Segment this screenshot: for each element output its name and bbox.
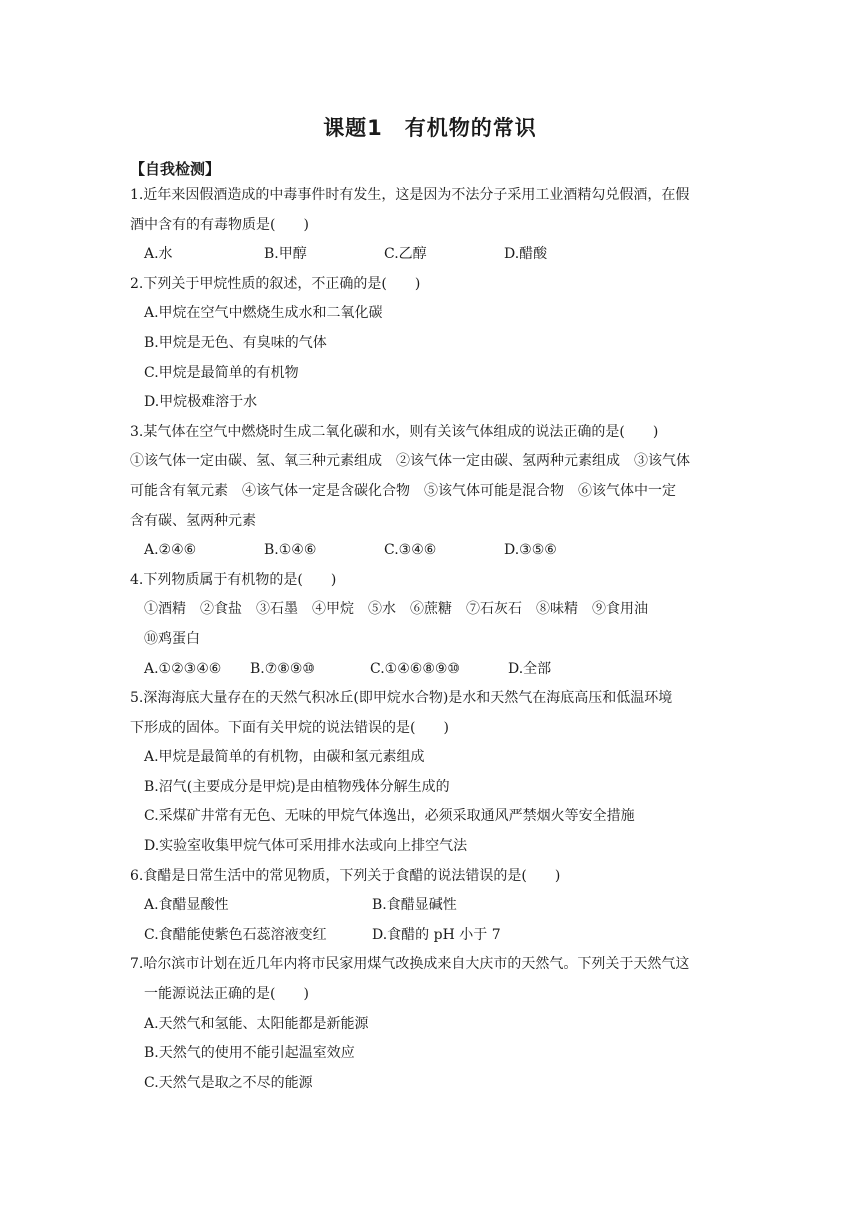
q5-stem-line-2: 下形成的固体。下面有关甲烷的说法错误的是( ) [130, 719, 449, 736]
q3-option-b: B.①④⑥ [264, 542, 317, 559]
q4-options [130, 655, 740, 685]
q4-stem: 4.下列物质属于有机物的是( ) [130, 571, 337, 588]
q3-stem-line-3: 可能含有氧元素 ④该气体一定是含碳化合物 ⑤该气体可能是混合物 ⑥该气体中一定 [130, 482, 676, 499]
q2-option-c: C.甲烷是最简单的有机物 [144, 364, 299, 381]
q4-option-d: D.全部 [508, 660, 552, 677]
q1-stem-line-2: 酒中含有的有毒物质是( ) [130, 216, 309, 233]
q3-option-c: C.③④⑥ [384, 542, 437, 559]
q1-option-d: D.醋酸 [504, 246, 548, 263]
q2-option-d: D.甲烷极难溶于水 [144, 394, 258, 411]
q6-options-row-2 [130, 921, 740, 951]
q5-option-a: A.甲烷是最简单的有机物，由碳和氢元素组成 [144, 749, 425, 766]
q3-stem-line-2: ①该气体一定由碳、氢、氧三种元素组成 ②该气体一定由碳、氢两种元素组成 ③该气体 [130, 453, 690, 470]
q7-stem-line-2: 一能源说法正确的是( ) [144, 986, 309, 1003]
q1-stem-line-1: 1.近年来因假酒造成的中毒事件时有发生，这是因为不法分子采用工业酒精勾兑假酒，在假 [130, 187, 690, 203]
q5-option-c: C.采煤矿井常有无色、无味的甲烷气体逸出，必须采取通风严禁烟火等安全措施 [144, 808, 635, 825]
q5-stem-line-1: 5.深海海底大量存在的天然气积冰丘(即甲烷水合物)是水和天然气在海底高压和低温环境 [130, 690, 673, 707]
q1-option-a: A.水 [144, 246, 173, 263]
q2-option-b: B.甲烷是无色、有臭味的气体 [144, 334, 327, 351]
q1-option-b: B.甲醇 [264, 246, 307, 263]
q4-items-line-1: ①酒精 ②食盐 ③石墨 ④甲烷 ⑤水 ⑥蔗糖 ⑦石灰石 ⑧味精 ⑨食用油 [144, 601, 648, 618]
q6-option-c: C.食醋能使紫色石蕊溶液变红 [144, 926, 327, 943]
q4-option-a: A.①②③④⑥ [144, 660, 222, 677]
q1-options [130, 240, 740, 270]
q7-stem-line-1: 7.哈尔滨市计划在近几年内将市民家用煤气改换成来自大庆市的天然气。下列关于天然气这 [130, 956, 690, 973]
q6-option-b: B.食醋显碱性 [372, 897, 457, 914]
q3-options [130, 536, 740, 566]
q2-option-a: A.甲烷在空气中燃烧生成水和二氧化碳 [144, 305, 383, 322]
q4-option-b: B.⑦⑧⑨⑩ [250, 660, 315, 677]
q5-option-d: D.实验室收集甲烷气体可采用排水法或向上排空气法 [144, 838, 468, 855]
q2-stem: 2.下列关于甲烷性质的叙述，不正确的是( ) [130, 275, 421, 292]
q7-option-b: B.天然气的使用不能引起温室效应 [144, 1045, 355, 1062]
q6-option-d: D.食醋的 pH 小于 7 [372, 926, 501, 943]
q7-option-c: C.天然气是取之不尽的能源 [144, 1074, 313, 1091]
q4-items-line-2: ⑩鸡蛋白 [144, 630, 200, 647]
q1-option-c: C.乙醇 [384, 246, 427, 263]
q3-option-a: A.②④⑥ [144, 542, 197, 559]
q3-stem-line-1: 3.某气体在空气中燃烧时生成二氧化碳和水，则有关该气体组成的说法正确的是( ) [130, 423, 659, 440]
section-heading: 【自我检测】 [130, 160, 221, 178]
q3-option-d: D.③⑤⑥ [504, 542, 557, 559]
q6-options-row-1 [130, 891, 740, 921]
page-title: 课题1 有机物的常识 [323, 116, 537, 140]
q6-stem: 6.食醋是日常生活中的常见物质，下列关于食醋的说法错误的是( ) [130, 867, 561, 884]
question-list [130, 181, 740, 1098]
q5-option-b: B.沼气(主要成分是甲烷)是由植物残体分解生成的 [144, 778, 450, 795]
q7-option-a: A.天然气和氢能、太阳能都是新能源 [144, 1015, 369, 1032]
q4-option-c: C.①④⑥⑧⑨⑩ [370, 660, 460, 677]
q3-stem-line-4: 含有碳、氢两种元素 [130, 512, 256, 529]
q6-option-a: A.食醋显酸性 [144, 897, 229, 914]
